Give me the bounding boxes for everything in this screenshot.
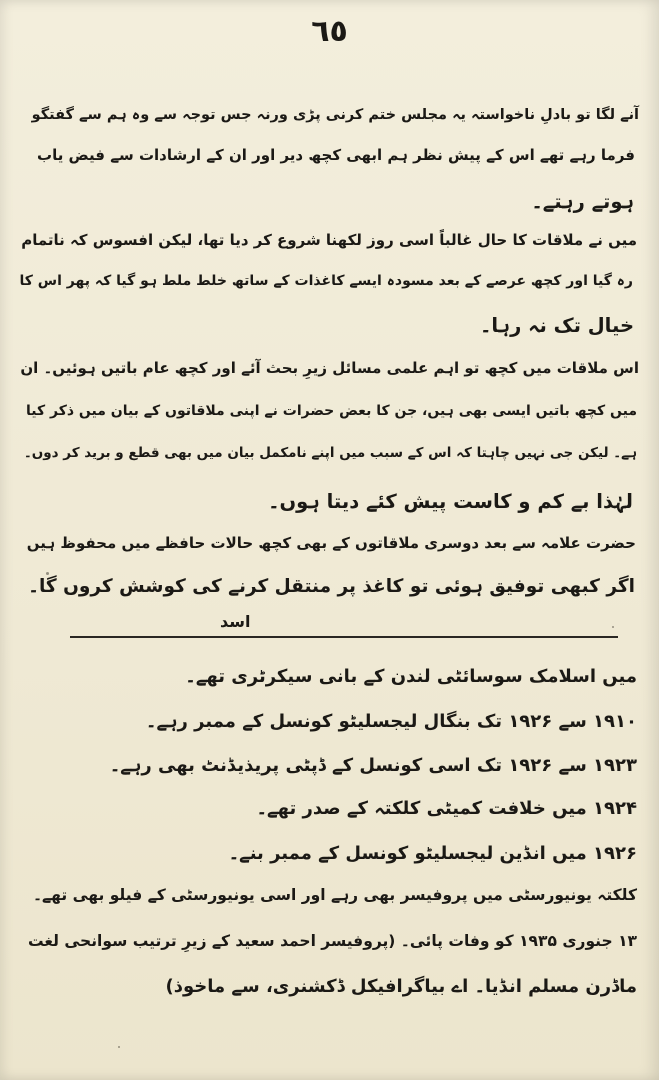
author-signature: اسد <box>220 612 251 631</box>
body-line: میں نے ملاقات کا حال غالباً اسی روز لکھنا شروع کر دیا تھا، لیکن افسوس کہ ناتمام <box>21 231 637 249</box>
footnote-line: میں اسلامک سوسائٹی لندن کے بانی سیکرٹری تھے۔ <box>185 666 637 687</box>
body-line: میں کچھ باتیں ایسی بھی ہیں، جن کا بعض حضرات نے اپنی ملاقاتوں کے بیان میں ذکر کیا <box>26 403 637 419</box>
page-number: ٦٥ <box>311 14 348 49</box>
footnote-line: کلکتہ یونیورسٹی میں پروفیسر بھی رہے اور اسی یونیورسٹی کے فیلو بھی تھے۔ <box>32 886 637 904</box>
scan-speck <box>612 626 614 628</box>
body-line: رہ گیا اور کچھ عرصے کے بعد مسودہ ایسے کاغذات کے ساتھ خلط ملط ہو گیا کہ پھر اس کا <box>19 273 633 289</box>
footnote-line: ۱۹۲۴ میں خلافت کمیٹی کلکتہ کے صدر تھے۔ <box>256 798 637 819</box>
body-line: لہٰذا بے کم و کاست پیش کئے دیتا ہوں۔ <box>268 490 633 513</box>
footnote-line: ماڈرن مسلم انڈیا۔ اے بیاگرافیکل ڈکشنری، سے ماخوذ) <box>165 976 637 997</box>
body-line: آنے لگا تو بادلِ ناخواستہ یہ مجلس ختم کرنی پڑی ورنہ جس توجہ سے وہ ہم سے گفتگو <box>31 107 639 123</box>
body-line: حضرت علامہ سے بعد دوسری ملاقاتوں کے بھی کچھ حالات حافظے میں محفوظ ہیں <box>26 534 636 552</box>
footnote-line: ۱۳ جنوری ۱۹۳۵ کو وفات پائی۔ (پروفیسر احمد سعید کے زیرِ ترتیب سوانحی لغت <box>28 932 637 950</box>
body-line: اس ملاقات میں کچھ تو اہم علمی مسائل زیرِ بحث آئے اور کچھ عام باتیں ہوئیں۔ ان <box>20 359 639 377</box>
footnote-line: ۱۹۲۶ میں انڈین لیجسلیٹو کونسل کے ممبر بنے۔ <box>228 843 637 864</box>
footnote-line: ۱۹۱۰ سے ۱۹۲۶ تک بنگال لیجسلیٹو کونسل کے ممبر رہے۔ <box>145 711 637 732</box>
body-line: فرما رہے تھے اس کے پیش نظر ہم ابھی کچھ دیر اور ان کے ارشادات سے فیض یاب <box>37 146 635 164</box>
footnote-divider <box>70 636 618 638</box>
body-line: ہے۔ لیکن جی نہیں چاہتا کہ اس کے سبب میں اپنے نامکمل بیان میں بھی قطع و برید کر دوں۔ <box>23 445 637 461</box>
body-line: اگر کبھی توفیق ہوئی تو کاغذ پر منتقل کرنے کی کوشش کروں گا۔ <box>28 576 635 597</box>
scan-speck <box>118 1046 120 1048</box>
footnote-line: ۱۹۲۳ سے ۱۹۲۶ تک اسی کونسل کے ڈپٹی پریذیڈنٹ بھی رہے۔ <box>109 755 637 776</box>
scan-speck <box>46 572 49 575</box>
body-line: خیال تک نہ رہا۔ <box>479 314 634 337</box>
body-line: ہوتے رہتے۔ <box>531 190 634 213</box>
